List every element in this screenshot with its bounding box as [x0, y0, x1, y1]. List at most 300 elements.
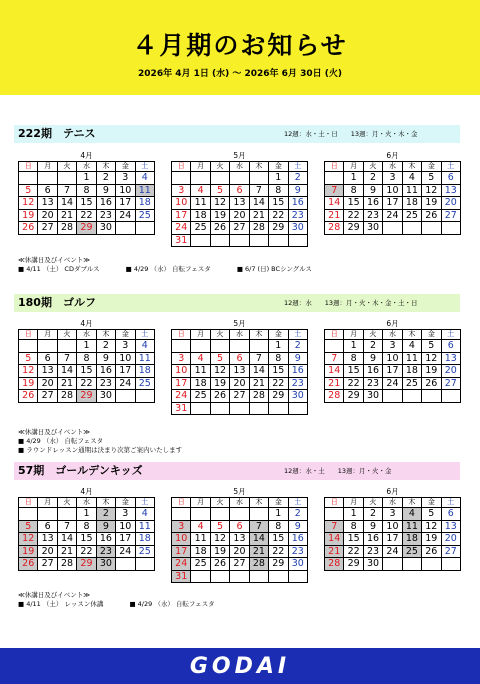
day-cell: 28 [57, 390, 76, 403]
weekday-header: 月 [344, 330, 363, 340]
day-cell: 3 [116, 172, 135, 185]
page-title: ４月期のお知らせ [132, 31, 348, 60]
day-cell: 8 [77, 520, 96, 533]
day-cell: 24 [116, 377, 135, 390]
day-cell: 22 [344, 545, 363, 558]
day-cell: 23 [288, 377, 307, 390]
day-cell: 23 [288, 545, 307, 558]
calendar-grid [324, 329, 461, 403]
weekday-header: 土 [135, 162, 154, 172]
day-cell: 7 [249, 352, 268, 365]
day-cell: 13 [38, 197, 57, 210]
empty-cell [402, 222, 421, 235]
empty-cell [210, 172, 229, 185]
day-cell: 6 [441, 340, 460, 353]
day-cell: 3 [172, 184, 191, 197]
day-cell: 29 [269, 222, 288, 235]
day-cell: 28 [249, 390, 268, 403]
day-cell: 13 [230, 533, 249, 546]
day-cell: 11 [191, 365, 210, 378]
day-cell: 27 [441, 209, 460, 222]
weekday-header: 木 [96, 330, 115, 340]
day-cell: 8 [344, 520, 363, 533]
day-cell: 25 [135, 377, 154, 390]
calendar-grid [18, 161, 155, 235]
day-cell: 24 [116, 545, 135, 558]
day-cell: 12 [210, 197, 229, 210]
day-cell: 25 [402, 377, 421, 390]
weekday-header: 日 [325, 330, 344, 340]
day-cell: 28 [57, 558, 76, 571]
day-cell: 30 [363, 222, 382, 235]
day-cell: 8 [77, 184, 96, 197]
day-cell: 5 [19, 184, 38, 197]
empty-cell [441, 558, 460, 571]
day-cell: 7 [249, 184, 268, 197]
day-cell: 26 [422, 377, 441, 390]
weekday-header: 土 [135, 330, 154, 340]
empty-cell [249, 570, 268, 583]
empty-cell [210, 402, 229, 415]
day-cell: 19 [422, 197, 441, 210]
weekday-header: 日 [172, 162, 191, 172]
day-cell: 20 [38, 545, 57, 558]
day-cell: 27 [38, 222, 57, 235]
day-cell: 3 [383, 508, 402, 521]
day-cell: 31 [172, 402, 191, 415]
day-cell: 13 [230, 197, 249, 210]
day-cell: 4 [402, 508, 421, 521]
day-cell: 25 [135, 545, 154, 558]
section-title: 57期 ゴールデンキッズ [18, 464, 143, 477]
day-cell: 20 [230, 545, 249, 558]
day-cell: 14 [325, 533, 344, 546]
weekday-header: 土 [135, 498, 154, 508]
month-label: 4月 [80, 487, 93, 496]
weekday-header: 日 [325, 162, 344, 172]
empty-cell [172, 340, 191, 353]
day-cell: 26 [210, 558, 229, 571]
month-label: 6月 [386, 487, 399, 496]
calendar-grid [18, 497, 155, 571]
day-cell: 5 [422, 340, 441, 353]
day-cell: 23 [96, 377, 115, 390]
day-cell: 23 [96, 545, 115, 558]
day-cell: 19 [422, 365, 441, 378]
weekday-header: 水 [230, 498, 249, 508]
day-cell: 27 [230, 558, 249, 571]
weekday-header: 日 [19, 330, 38, 340]
day-cell: 2 [96, 340, 115, 353]
empty-cell [38, 172, 57, 185]
day-cell: 24 [172, 390, 191, 403]
day-cell: 7 [249, 520, 268, 533]
day-cell: 22 [77, 377, 96, 390]
calendar-grid [171, 329, 308, 415]
weekday-header: 金 [269, 162, 288, 172]
day-cell: 18 [191, 377, 210, 390]
day-cell: 18 [135, 365, 154, 378]
day-cell: 2 [363, 508, 382, 521]
notes-kids [18, 591, 239, 609]
day-cell: 21 [249, 545, 268, 558]
empty-cell [422, 558, 441, 571]
empty-cell [57, 340, 76, 353]
day-cell: 29 [269, 558, 288, 571]
day-cell: 24 [383, 545, 402, 558]
day-cell: 29 [77, 558, 96, 571]
day-cell: 29 [77, 222, 96, 235]
day-cell: 16 [363, 365, 382, 378]
empty-cell [172, 172, 191, 185]
day-cell: 14 [325, 365, 344, 378]
day-cell: 18 [135, 533, 154, 546]
empty-cell [57, 508, 76, 521]
day-cell: 25 [135, 209, 154, 222]
calendar-grid [171, 497, 308, 583]
weekday-header: 土 [288, 498, 307, 508]
day-cell: 11 [402, 352, 421, 365]
day-cell: 10 [116, 352, 135, 365]
day-cell: 1 [77, 340, 96, 353]
day-cell: 8 [77, 352, 96, 365]
day-cell: 30 [288, 558, 307, 571]
weekday-header: 水 [77, 330, 96, 340]
calendar-april-golf [18, 318, 155, 403]
day-cell: 2 [288, 508, 307, 521]
day-cell: 31 [172, 234, 191, 247]
day-cell: 18 [402, 197, 421, 210]
calendar-april-kids [18, 486, 155, 571]
day-cell: 8 [269, 184, 288, 197]
section-title: 222期 テニス [18, 127, 96, 140]
day-cell: 30 [96, 558, 115, 571]
weekday-header: 土 [288, 330, 307, 340]
empty-cell [210, 234, 229, 247]
day-cell: 14 [249, 533, 268, 546]
day-cell: 7 [57, 184, 76, 197]
section-header-golf [14, 294, 460, 312]
empty-cell [249, 234, 268, 247]
notes-label: ≪休講日及びイベント≫ [18, 428, 91, 436]
day-cell: 13 [38, 365, 57, 378]
note-item: ■ 4/29 （水） 自転フェスタ [129, 600, 215, 608]
weekday-header: 火 [57, 162, 76, 172]
day-cell: 16 [288, 365, 307, 378]
empty-cell [422, 222, 441, 235]
weekday-header: 金 [269, 330, 288, 340]
day-cell: 27 [230, 390, 249, 403]
day-cell: 1 [269, 508, 288, 521]
day-cell: 5 [210, 520, 229, 533]
weekday-header: 火 [210, 498, 229, 508]
day-cell: 6 [38, 520, 57, 533]
day-cell: 15 [344, 533, 363, 546]
day-cell: 1 [269, 340, 288, 353]
day-cell: 18 [191, 209, 210, 222]
day-cell: 12 [422, 520, 441, 533]
day-cell: 18 [135, 197, 154, 210]
day-cell: 10 [116, 520, 135, 533]
empty-cell [38, 340, 57, 353]
empty-cell [116, 390, 135, 403]
day-cell: 17 [116, 197, 135, 210]
day-cell: 9 [363, 184, 382, 197]
empty-cell [422, 390, 441, 403]
weekday-header: 水 [383, 498, 402, 508]
day-cell: 29 [269, 390, 288, 403]
note-item: ■ ラウンドレッスン通期は決まり次第ご案内いたします [18, 446, 183, 454]
day-cell: 26 [422, 209, 441, 222]
day-cell: 30 [363, 390, 382, 403]
day-cell: 15 [344, 197, 363, 210]
weekday-header: 火 [363, 330, 382, 340]
weekday-header: 土 [441, 162, 460, 172]
day-cell: 11 [402, 520, 421, 533]
empty-cell [191, 402, 210, 415]
day-cell: 9 [96, 352, 115, 365]
day-cell: 28 [249, 222, 268, 235]
weekday-header: 金 [422, 330, 441, 340]
month-label: 6月 [386, 319, 399, 328]
empty-cell [325, 172, 344, 185]
day-cell: 8 [344, 184, 363, 197]
day-cell: 30 [96, 390, 115, 403]
day-cell: 12 [422, 184, 441, 197]
weekday-header: 月 [38, 498, 57, 508]
day-cell: 29 [344, 558, 363, 571]
day-cell: 6 [38, 352, 57, 365]
day-cell: 29 [344, 222, 363, 235]
weekday-header: 木 [249, 330, 268, 340]
weekday-header: 火 [210, 330, 229, 340]
weekday-header: 火 [57, 498, 76, 508]
weekday-header: 金 [269, 498, 288, 508]
weekday-header: 水 [230, 330, 249, 340]
weekday-header: 水 [77, 162, 96, 172]
day-cell: 4 [135, 172, 154, 185]
day-cell: 2 [363, 172, 382, 185]
day-cell: 21 [249, 209, 268, 222]
section-schedule: 12週：水・土 13週：月・火・金 [284, 467, 392, 475]
empty-cell [288, 234, 307, 247]
day-cell: 12 [210, 533, 229, 546]
day-cell: 8 [269, 352, 288, 365]
footer-banner [0, 648, 480, 684]
day-cell: 15 [77, 365, 96, 378]
day-cell: 1 [344, 340, 363, 353]
day-cell: 15 [269, 365, 288, 378]
day-cell: 7 [325, 352, 344, 365]
day-cell: 4 [402, 340, 421, 353]
day-cell: 14 [325, 197, 344, 210]
day-cell: 24 [172, 222, 191, 235]
weekday-header: 月 [38, 330, 57, 340]
day-cell: 7 [57, 352, 76, 365]
day-cell: 25 [191, 390, 210, 403]
empty-cell [325, 508, 344, 521]
day-cell: 22 [269, 209, 288, 222]
day-cell: 4 [191, 184, 210, 197]
weekday-header: 日 [19, 162, 38, 172]
empty-cell [116, 222, 135, 235]
day-cell: 22 [269, 545, 288, 558]
day-cell: 25 [191, 558, 210, 571]
day-cell: 5 [422, 508, 441, 521]
day-cell: 15 [77, 533, 96, 546]
month-label: 4月 [80, 151, 93, 160]
day-cell: 21 [325, 545, 344, 558]
day-cell: 27 [230, 222, 249, 235]
day-cell: 12 [210, 365, 229, 378]
note-item: ■ 4/11 （土） レッスン休講 [18, 600, 104, 608]
day-cell: 23 [363, 209, 382, 222]
weekday-header: 月 [191, 330, 210, 340]
weekday-header: 土 [288, 162, 307, 172]
day-cell: 11 [135, 520, 154, 533]
weekday-header: 木 [249, 162, 268, 172]
empty-cell [288, 570, 307, 583]
empty-cell [19, 508, 38, 521]
day-cell: 21 [57, 209, 76, 222]
month-label: 5月 [233, 319, 246, 328]
empty-cell [269, 402, 288, 415]
weekday-header: 日 [172, 330, 191, 340]
day-cell: 18 [402, 533, 421, 546]
empty-cell [325, 340, 344, 353]
day-cell: 28 [249, 558, 268, 571]
day-cell: 16 [96, 533, 115, 546]
day-cell: 22 [77, 545, 96, 558]
day-cell: 9 [363, 352, 382, 365]
day-cell: 15 [269, 197, 288, 210]
notes-golf [18, 428, 182, 455]
day-cell: 29 [344, 390, 363, 403]
day-cell: 23 [363, 377, 382, 390]
day-cell: 27 [441, 377, 460, 390]
day-cell: 26 [210, 390, 229, 403]
day-cell: 24 [383, 209, 402, 222]
day-cell: 17 [172, 545, 191, 558]
day-cell: 20 [441, 365, 460, 378]
day-cell: 9 [363, 520, 382, 533]
day-cell: 10 [383, 520, 402, 533]
day-cell: 13 [441, 184, 460, 197]
day-cell: 27 [38, 558, 57, 571]
day-cell: 22 [269, 377, 288, 390]
day-cell: 15 [269, 533, 288, 546]
empty-cell [249, 172, 268, 185]
day-cell: 12 [19, 365, 38, 378]
weekday-header: 月 [191, 162, 210, 172]
empty-cell [210, 570, 229, 583]
day-cell: 6 [441, 508, 460, 521]
header-banner [0, 0, 480, 95]
day-cell: 12 [19, 533, 38, 546]
day-cell: 2 [363, 340, 382, 353]
day-cell: 23 [96, 209, 115, 222]
day-cell: 23 [288, 209, 307, 222]
empty-cell [383, 390, 402, 403]
empty-cell [249, 340, 268, 353]
month-label: 6月 [386, 151, 399, 160]
period-range: 2026年 4月 1日 (水) ～ 2026年 6月 30日 (火) [138, 69, 342, 79]
day-cell: 16 [363, 197, 382, 210]
day-cell: 26 [19, 390, 38, 403]
empty-cell [172, 508, 191, 521]
empty-cell [441, 222, 460, 235]
empty-cell [210, 508, 229, 521]
day-cell: 24 [172, 558, 191, 571]
empty-cell [230, 340, 249, 353]
day-cell: 4 [135, 340, 154, 353]
day-cell: 3 [383, 340, 402, 353]
day-cell: 20 [441, 533, 460, 546]
empty-cell [230, 508, 249, 521]
weekday-header: 木 [96, 498, 115, 508]
day-cell: 28 [325, 558, 344, 571]
day-cell: 1 [269, 172, 288, 185]
day-cell: 20 [441, 197, 460, 210]
day-cell: 17 [172, 377, 191, 390]
day-cell: 1 [77, 172, 96, 185]
section-schedule: 12週：水・土・日 13週：月・火・木・金 [284, 130, 418, 138]
calendar-grid [171, 161, 308, 247]
day-cell: 17 [116, 533, 135, 546]
day-cell: 14 [57, 197, 76, 210]
day-cell: 2 [288, 172, 307, 185]
weekday-header: 日 [19, 498, 38, 508]
section-schedule: 12週：水 13週：月・火・木・金・土・日 [284, 299, 418, 307]
day-cell: 21 [57, 545, 76, 558]
weekday-header: 金 [116, 162, 135, 172]
empty-cell [230, 402, 249, 415]
day-cell: 21 [57, 377, 76, 390]
empty-cell [191, 340, 210, 353]
note-item: ■ 6/7 (日) BCシングルス [236, 265, 312, 273]
day-cell: 5 [19, 352, 38, 365]
section-header-tennis [14, 125, 460, 143]
month-label: 5月 [233, 487, 246, 496]
weekday-header: 木 [402, 330, 421, 340]
day-cell: 5 [19, 520, 38, 533]
day-cell: 3 [172, 520, 191, 533]
day-cell: 10 [116, 184, 135, 197]
day-cell: 10 [172, 533, 191, 546]
day-cell: 6 [441, 172, 460, 185]
day-cell: 20 [230, 209, 249, 222]
day-cell: 3 [116, 508, 135, 521]
empty-cell [19, 340, 38, 353]
day-cell: 26 [19, 558, 38, 571]
day-cell: 17 [116, 365, 135, 378]
calendar-june-tennis [324, 150, 461, 235]
day-cell: 9 [96, 184, 115, 197]
weekday-header: 火 [57, 330, 76, 340]
weekday-header: 月 [191, 498, 210, 508]
empty-cell [269, 234, 288, 247]
day-cell: 15 [344, 365, 363, 378]
day-cell: 30 [288, 222, 307, 235]
day-cell: 26 [19, 222, 38, 235]
day-cell: 17 [383, 365, 402, 378]
day-cell: 11 [191, 533, 210, 546]
day-cell: 6 [38, 184, 57, 197]
day-cell: 7 [325, 184, 344, 197]
day-cell: 14 [57, 533, 76, 546]
empty-cell [38, 508, 57, 521]
empty-cell [57, 172, 76, 185]
